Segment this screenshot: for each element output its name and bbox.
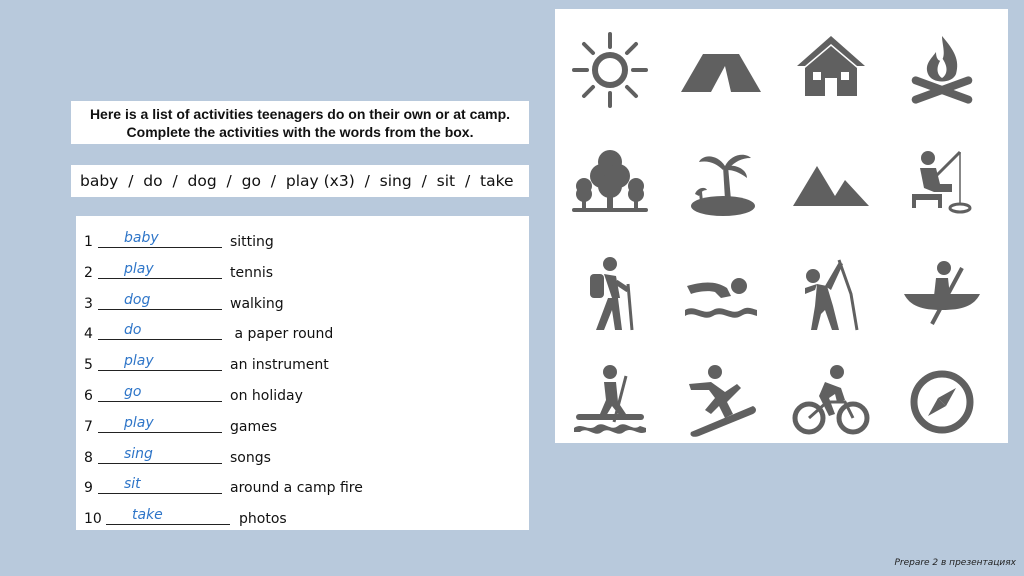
cycling-icon: [791, 362, 871, 442]
forest-icon: [570, 144, 650, 224]
item-number: 4: [84, 326, 93, 343]
activity-text: an instrument: [230, 357, 329, 374]
activity-text: on holiday: [230, 388, 303, 404]
activity-text: around a camp fire: [230, 480, 363, 497]
item-number: 3: [84, 295, 93, 312]
activity-text: tennis: [230, 264, 274, 281]
exercise-item: [84, 230, 524, 252]
answer-blank: [98, 493, 222, 494]
answer-blank: [98, 339, 222, 340]
surfing-icon: [681, 362, 761, 442]
answer-blank: [98, 401, 222, 402]
item-number: 9: [84, 480, 93, 497]
sun-icon: [570, 30, 650, 110]
campfire-icon: [902, 30, 982, 110]
answer-blank: [106, 524, 230, 525]
item-number: 2: [84, 264, 93, 281]
exercise-item: [84, 353, 524, 375]
exercise-item: [84, 322, 524, 344]
activity-text: a paper round: [230, 326, 334, 343]
filled-answer: go: [124, 384, 142, 400]
filled-answer: play: [124, 353, 154, 370]
instructions-box: [71, 101, 529, 144]
tent-icon: [681, 30, 761, 110]
activity-text: games: [230, 418, 278, 435]
exercise-item: [84, 292, 524, 314]
canoe-icon: [902, 254, 982, 334]
filled-answer: play: [124, 414, 154, 431]
instructions-text: Here is a list of activities teenagers do on their own or at camp. Complete the activities with the words from the box.: [89, 105, 511, 140]
activity-text: walking: [230, 295, 284, 312]
exercise-item: [84, 507, 524, 529]
exercise-item: [84, 415, 524, 437]
climbing-icon: [791, 254, 871, 334]
filled-answer: baby: [124, 230, 159, 246]
compass-icon: [902, 362, 982, 442]
mountains-icon: [791, 144, 871, 224]
answer-blank: [98, 278, 222, 279]
swimming-icon: [681, 254, 761, 334]
answer-blank: [98, 463, 222, 464]
item-number: 6: [84, 388, 93, 404]
filled-answer: sing: [124, 445, 153, 462]
word-box: [71, 165, 529, 197]
activity-text: sitting: [230, 234, 274, 250]
exercise-item: [84, 476, 524, 498]
filled-answer: do: [124, 322, 142, 339]
item-number: 5: [84, 357, 93, 374]
filled-answer: play: [124, 260, 154, 277]
item-number: 7: [84, 418, 93, 435]
fishing-icon: [902, 144, 982, 224]
filled-answer: sit: [124, 476, 141, 493]
answer-blank: [98, 247, 222, 248]
answer-blank: [98, 432, 222, 433]
footer-caption: Prepare 2 в презентациях: [894, 558, 1016, 568]
item-number: 1: [84, 234, 93, 250]
paddleboard-icon: [570, 362, 650, 442]
cabin-icon: [791, 30, 871, 110]
answer-blank: [98, 370, 222, 371]
word-box-text: baby / do / dog / go / play (x3) / sing / sit / take: [80, 172, 514, 190]
filled-answer: dog: [124, 291, 151, 308]
filled-answer: take: [132, 507, 163, 524]
palm-island-icon: [681, 144, 761, 224]
exercise-list: [76, 216, 529, 530]
activity-text: photos: [239, 511, 287, 528]
answer-blank: [98, 309, 222, 310]
activity-text: songs: [230, 449, 271, 466]
item-number: 8: [84, 449, 93, 466]
activity-icons-panel: [555, 9, 1008, 443]
hiking-icon: [570, 254, 650, 334]
exercise-item: [84, 384, 524, 406]
exercise-item: [84, 261, 524, 283]
exercise-item: [84, 446, 524, 468]
item-number: 10: [84, 511, 102, 528]
